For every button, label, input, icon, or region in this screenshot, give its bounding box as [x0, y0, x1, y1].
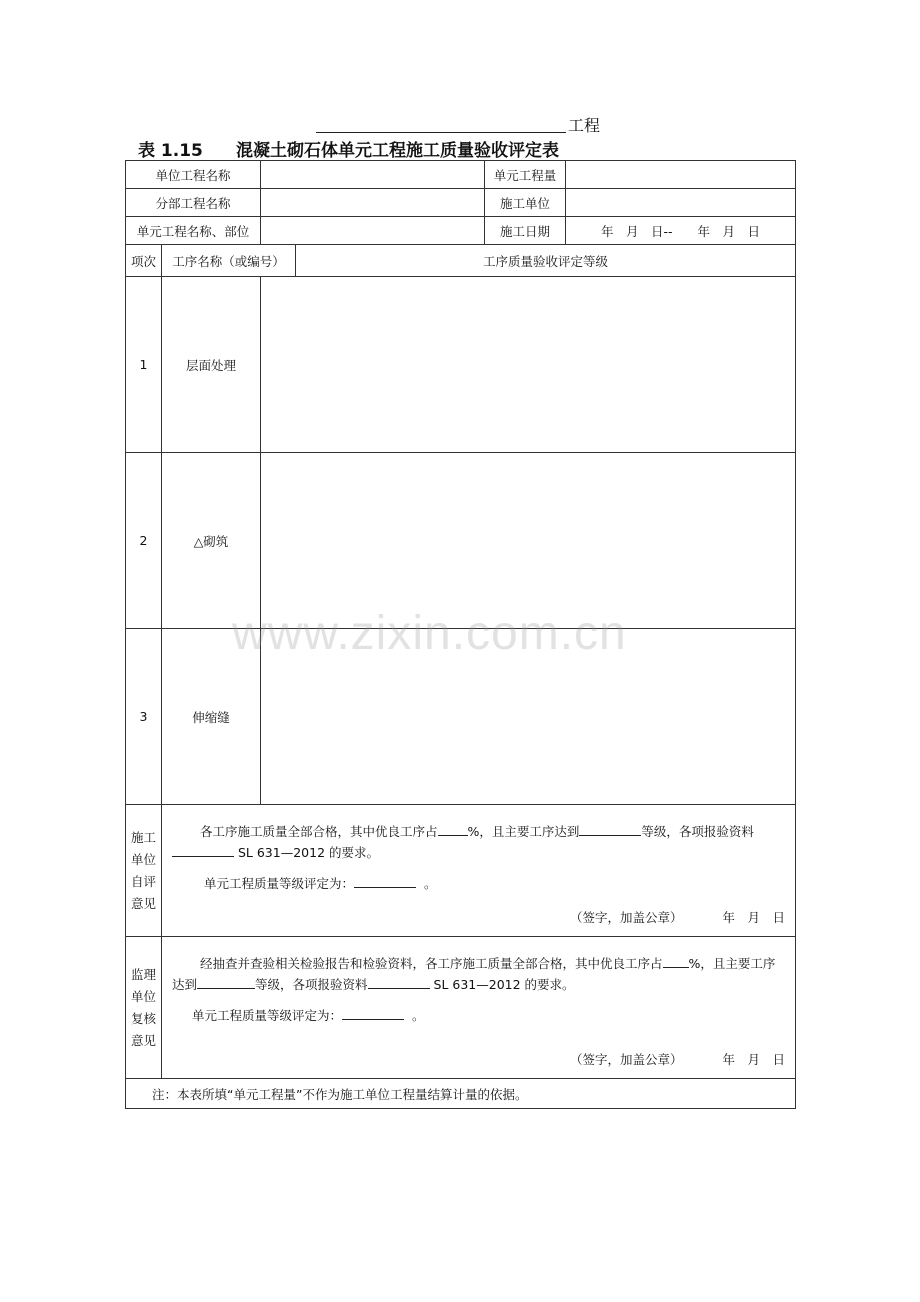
label-unit-work-quantity: 单元工程量 [485, 161, 566, 189]
supervisor-signature: （签字，加盖公章） 年 月 日 [569, 1052, 786, 1067]
field-unit-work-quantity[interactable] [566, 161, 796, 189]
header-item: 项次 [126, 245, 162, 277]
contractor-opinion-row [126, 805, 796, 937]
label-unit-project-name: 单位工程名称 [126, 161, 261, 189]
project-name-blank[interactable] [316, 132, 566, 133]
field-unit-project-location[interactable] [261, 217, 485, 245]
info-row-1 [126, 161, 796, 189]
excellent-rate-blank[interactable] [663, 953, 689, 968]
contractor-opinion-content [162, 805, 796, 937]
contractor-opinion-label: 施工 单位 自评 意见 [126, 805, 162, 937]
info-row-2 [126, 189, 796, 217]
supervisor-opinion-label: 监理 单位 复核 意见 [126, 937, 162, 1079]
supervisor-opinion-text: 经抽查并查验相关检验报告和检验资料，各工序施工质量全部合格，其中优良工序占 %，且主要工序达到 等级，各项报验资料 SL 631—2012 的要求。 [172, 953, 785, 995]
process-no: 1 [126, 277, 162, 453]
label-construction-company: 施工单位 [485, 189, 566, 217]
supervisor-opinion-content [162, 937, 796, 1079]
process-name: 伸缩缝 [162, 629, 261, 805]
field-unit-project-name[interactable] [261, 161, 485, 189]
process-grade-field[interactable] [261, 629, 796, 805]
label-unit-project-location: 单元工程名称、部位 [126, 217, 261, 245]
header-process-name: 工序名称（或编号） [162, 245, 296, 277]
supervisor-opinion-row [126, 937, 796, 1079]
process-row [126, 277, 796, 453]
process-header-row [126, 245, 796, 277]
contractor-signature: （签字，加盖公章） 年 月 日 [569, 910, 786, 925]
process-row [126, 453, 796, 629]
document-title [138, 136, 559, 160]
process-name: △砌筑 [162, 453, 261, 629]
field-construction-company[interactable] [566, 189, 796, 217]
unit-grade-blank[interactable] [342, 1005, 404, 1020]
process-name: 层面处理 [162, 277, 261, 453]
field-construction-date[interactable]: 年 月 日-- 年 月 日 [566, 217, 796, 245]
note-text: 注：本表所填“单元工程量”不作为施工单位工程量结算计量的依据。 [126, 1079, 796, 1109]
contractor-opinion-text: 各工序施工质量全部合格，其中优良工序占 %，且主要工序达到 等级，各项报验资料 SL 631—2012 的要求。 [172, 821, 785, 863]
excellent-rate-blank[interactable] [438, 821, 468, 836]
header-grade: 工序质量验收评定等级 [296, 245, 796, 277]
report-material-blank[interactable] [172, 842, 234, 857]
report-material-blank[interactable] [368, 974, 430, 989]
info-row-3 [126, 217, 796, 245]
title-text: 混凝土砌石体单元工程施工质量验收评定表 [236, 141, 559, 161]
field-division-project-name[interactable] [261, 189, 485, 217]
main-process-grade-blank[interactable] [579, 821, 641, 836]
unit-grade-blank[interactable] [354, 873, 416, 888]
label-construction-date: 施工日期 [485, 217, 566, 245]
evaluation-form-table [125, 160, 796, 1109]
process-grade-field[interactable] [261, 277, 796, 453]
process-grade-field[interactable] [261, 453, 796, 629]
process-row [126, 629, 796, 805]
main-process-grade-blank[interactable] [197, 974, 255, 989]
project-suffix: 工程 [568, 116, 601, 135]
note-row [126, 1079, 796, 1109]
contractor-grade-text: 单元工程质量等级评定为： 。 [172, 873, 785, 894]
project-name-line [316, 112, 606, 136]
watermark: www.zixin.com.cn [232, 607, 627, 660]
label-division-project-name: 分部工程名称 [126, 189, 261, 217]
table-number: 表 1.15 [138, 141, 203, 161]
supervisor-grade-text: 单元工程质量等级评定为： 。 [172, 1005, 785, 1026]
process-no: 2 [126, 453, 162, 629]
process-no: 3 [126, 629, 162, 805]
